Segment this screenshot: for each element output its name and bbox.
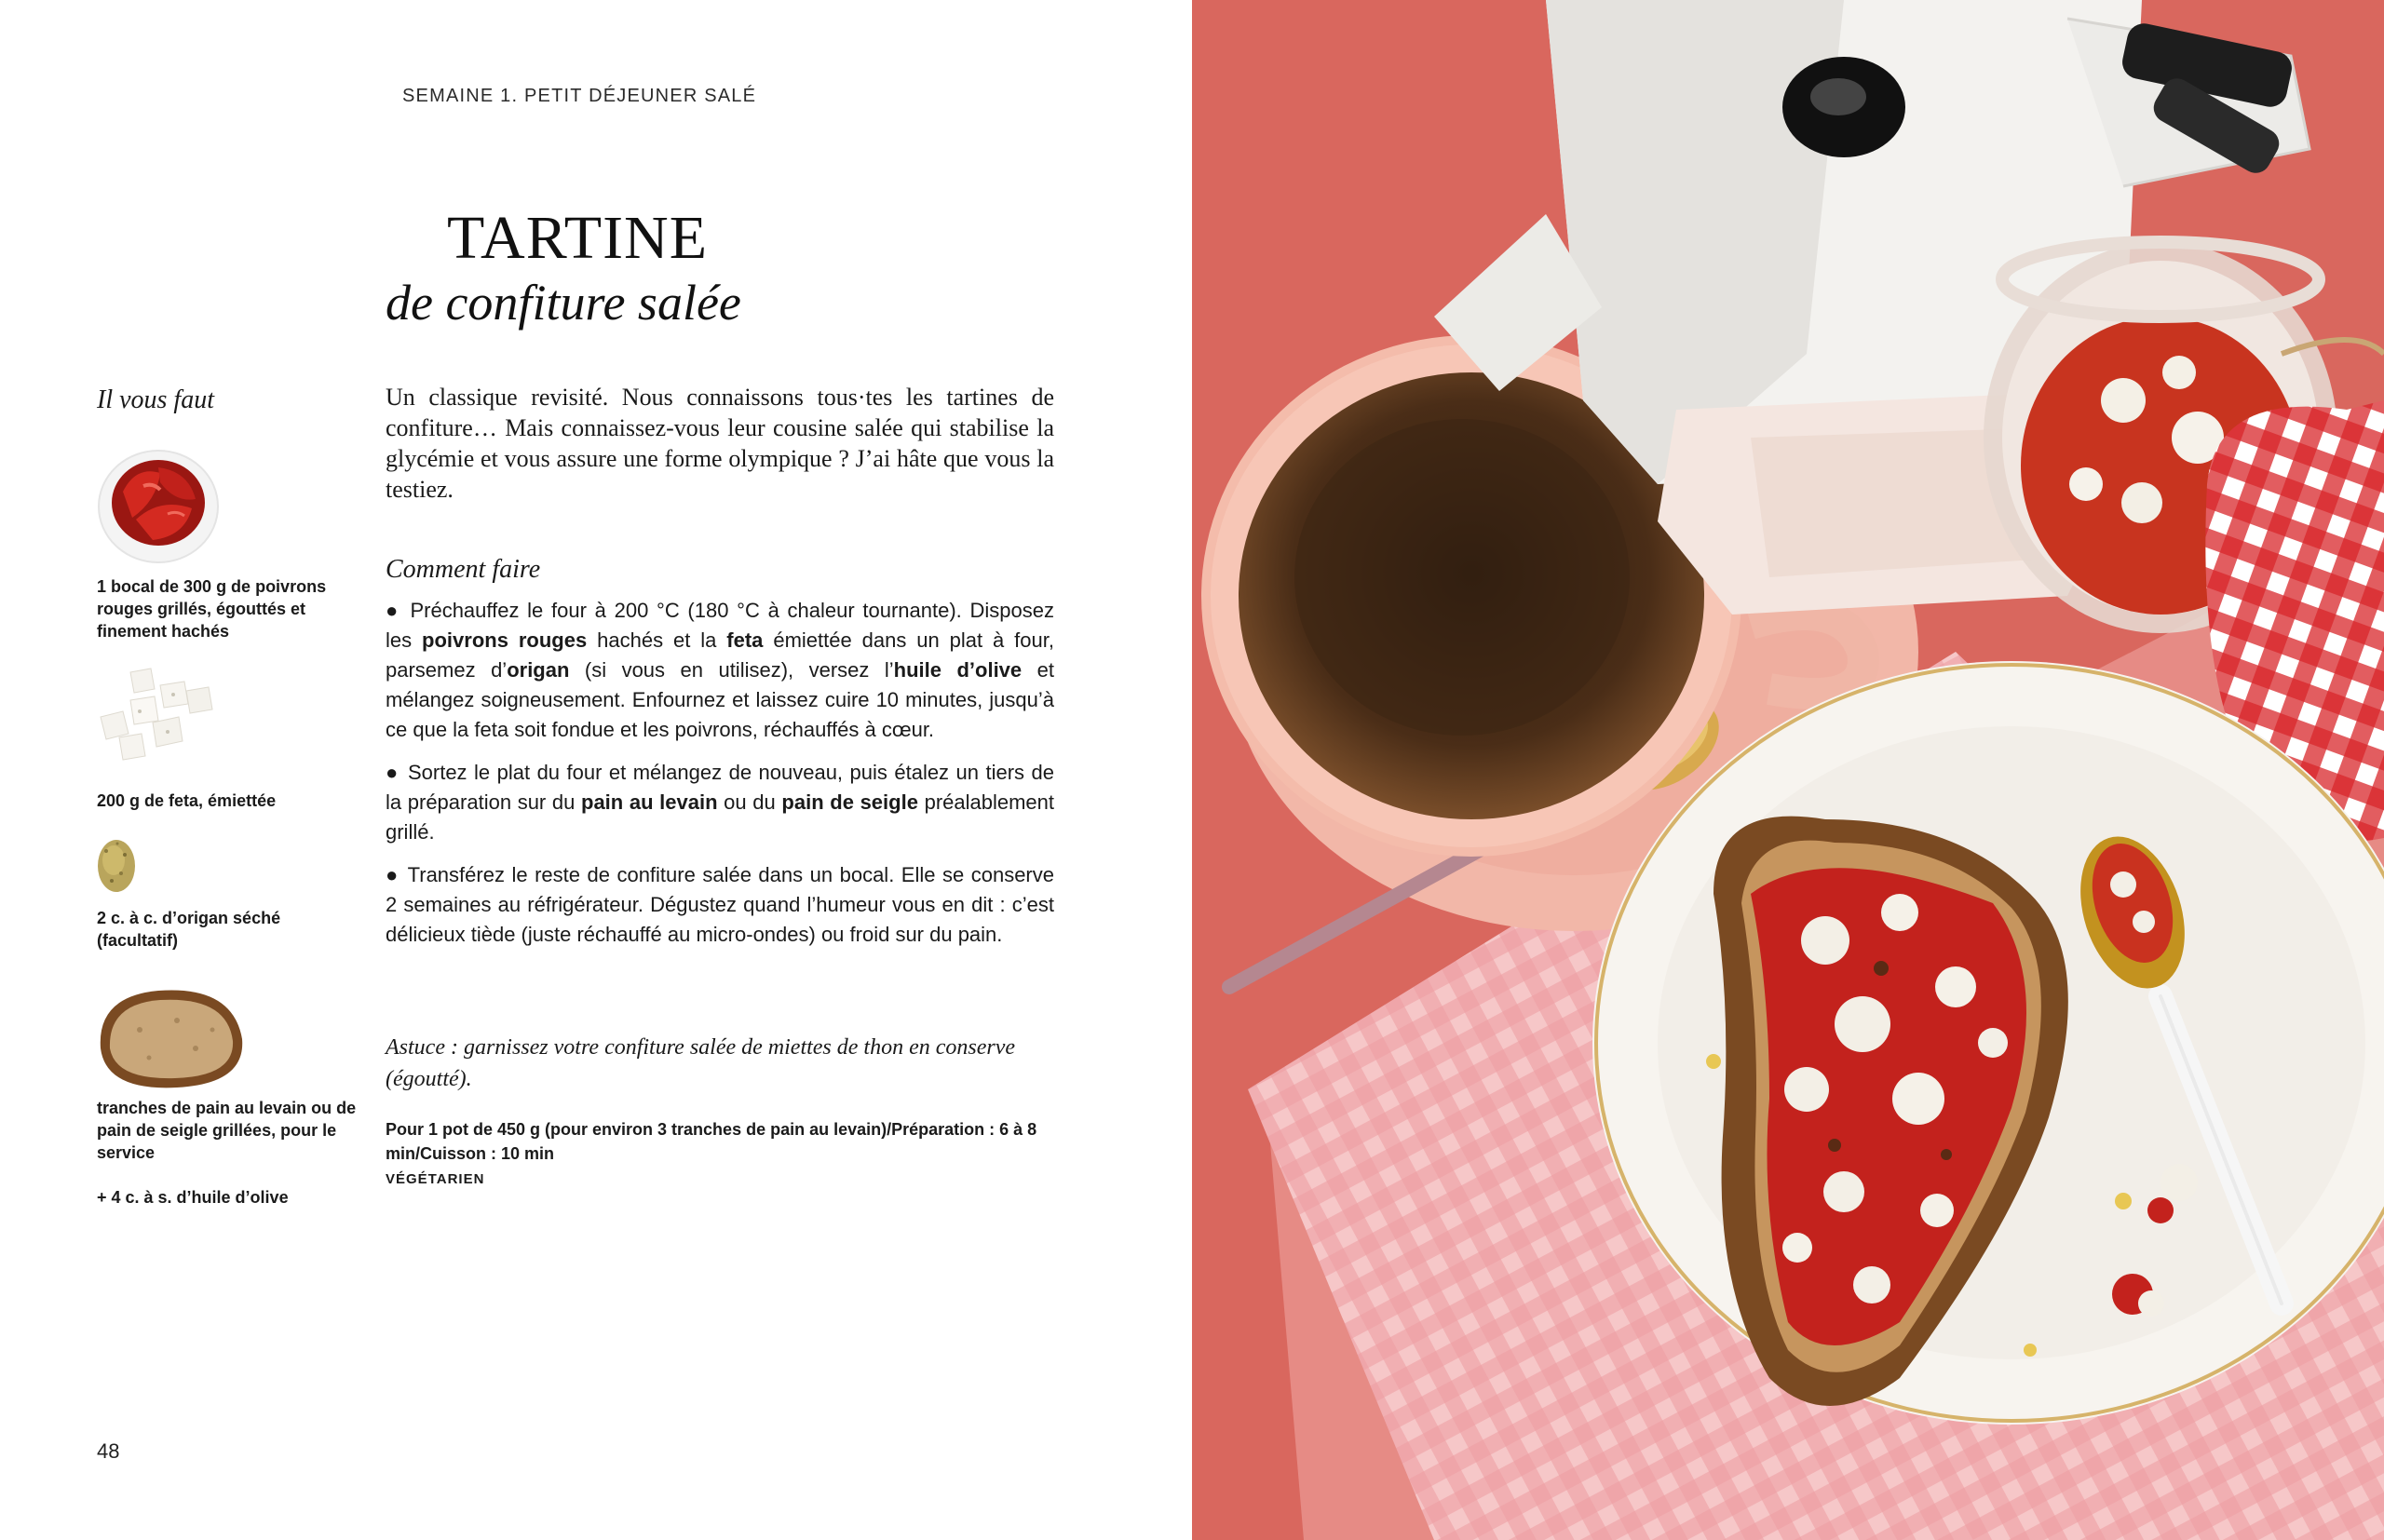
ingredient-feta: 200 g de feta, émiettée [97, 791, 277, 810]
method-heading: Comment faire [386, 555, 541, 584]
ingredient-olive-oil: + 4 c. à s. d’huile d’olive [97, 1188, 289, 1207]
ingredient-bread: tranches de pain au levain ou de pain de seigle grillées, pour le service [97, 1099, 357, 1162]
ingredient-oregano: 2 c. à c. d’origan séché (facultatif) [97, 909, 281, 950]
dried-oregano-icon [93, 832, 140, 898]
step-1: ● Préchauffez le four à 200 °C (180 °C à chaleur tournante). Disposez les poivrons rouges hachés et la feta émiettée dans un plat à four, parsemez d’origan (si vous en utilisez), versez l’huile d’olive et mélangez soigneusement. Enfournez et laissez cuire 10 minutes, jusqu’à ce que la feta soit fondue et les poivrons, réchauffés à cœur. [386, 599, 1054, 741]
recipe-info: Pour 1 pot de 450 g (pour environ 3 tranches de pain au levain)/Préparation : 6 à 8 min/Cuisson : 10 min [386, 1120, 1037, 1163]
method-steps [386, 596, 1054, 963]
sourdough-bread-icon [93, 983, 248, 1091]
ingredients-heading: Il vous faut [97, 385, 214, 414]
feta-cubes-icon [93, 663, 224, 765]
step-2: ● Sortez le plat du four et mélangez de nouveau, puis étalez un tiers de la préparation sur du pain au levain ou du pain de seigle préalablement grillé. [386, 761, 1055, 844]
step-3: ● Transférez le reste de confiture salée dans un bocal. Elle se conserve 2 semaines au réfrigérateur. Dégustez quand l’humeur vous en dit : c’est délicieux tiède (juste réchauffé au micro-ondes) ou froid sur du pain. [386, 863, 1054, 946]
running-head: SEMAINE 1. PETIT DÉJEUNER SALÉ [402, 86, 757, 106]
recipe-title: TARTINE [447, 204, 709, 272]
recipe-subtitle: de confiture salée [386, 275, 741, 331]
intro-paragraph: Un classique revisité. Nous connaissons tous·tes les tartines de confiture… Mais connaissez-vous leur cousine salée qui stabilise la glycémie et vous assure une forme olympique ? J’ai hâte que vous la testiez. [386, 384, 1054, 503]
page-number: 48 [97, 1439, 120, 1463]
food-photo [1192, 0, 2384, 1540]
vegetarian-tag: VÉGÉTARIEN [386, 1171, 485, 1187]
tip: Astuce : garnissez votre confiture salée de miettes de thon en conserve (égoutté). [386, 1035, 1016, 1091]
ingredient-peppers: 1 bocal de 300 g de poivrons rouges grillés, égouttés et finement hachés [97, 577, 327, 641]
roasted-peppers-bowl-icon [95, 445, 225, 566]
